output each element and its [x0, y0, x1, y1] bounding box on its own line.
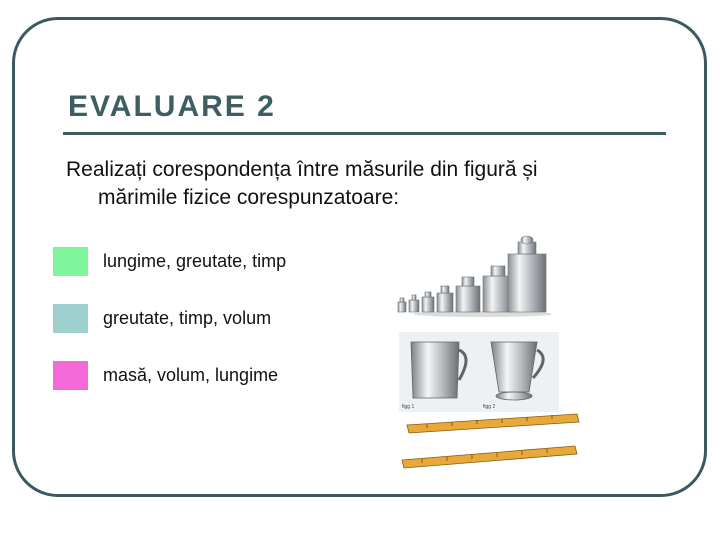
option-1-swatch	[53, 247, 88, 276]
option-2-swatch	[53, 304, 88, 333]
option-3-label: masă, volum, lungime	[103, 364, 279, 385]
weights-image	[393, 222, 551, 317]
option-3-swatch	[53, 361, 88, 390]
slide-title: EVALUARE 2	[68, 90, 276, 123]
answer-option-2[interactable]	[53, 303, 271, 333]
folding-ruler-image	[397, 412, 582, 472]
option-1-label: lungime, greutate, timp	[103, 250, 287, 271]
instruction-text	[66, 156, 606, 212]
option-2-label: greutate, timp, volum	[103, 307, 272, 328]
answer-option-1[interactable]	[53, 246, 286, 276]
instruction-line-2: mărimile fizice corespunzatoare:	[98, 186, 400, 209]
instruction-line-1: Realizați corespondența între măsurile din figură și	[66, 158, 538, 181]
title-underline	[63, 132, 666, 135]
answer-option-3[interactable]	[53, 360, 278, 390]
svg-text:figg 2: figg 2	[483, 404, 496, 410]
measuring-jugs-image	[399, 332, 559, 412]
svg-text:figg 1: figg 1	[402, 404, 415, 410]
